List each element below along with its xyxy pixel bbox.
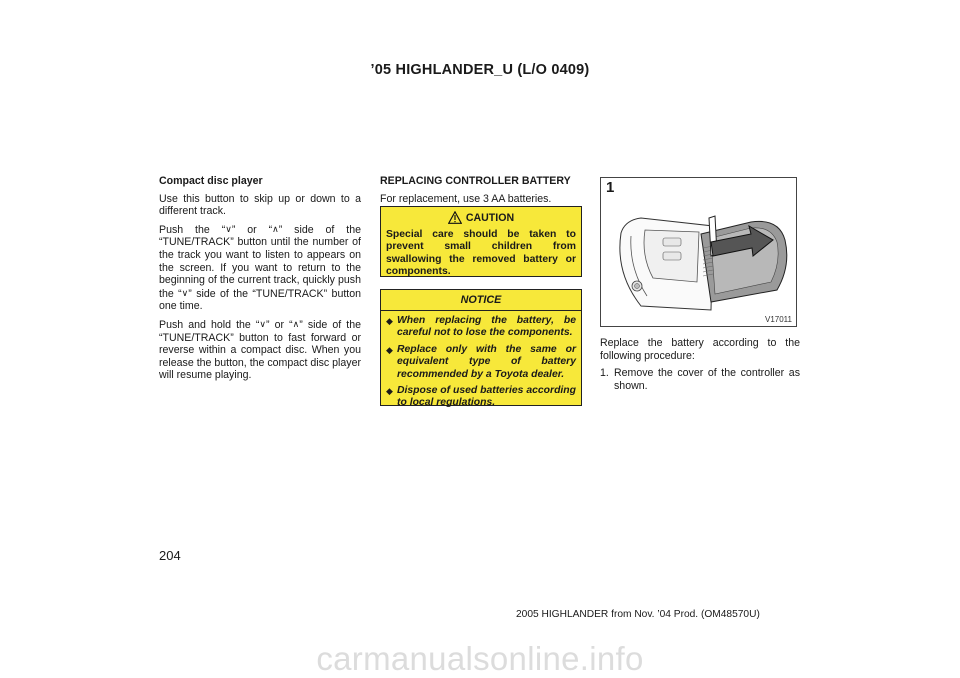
diamond-bullet-icon: ◆ [386, 316, 393, 326]
section-heading-cd-player: Compact disc player [159, 175, 263, 187]
notice-title: NOTICE [381, 294, 581, 311]
down-chevron-symbol: ∨ [181, 287, 189, 298]
step-text: Remove the cover of the controller as shown. [614, 367, 800, 392]
remote-controller-drawing [601, 178, 796, 326]
up-chevron-symbol: ∧ [292, 318, 300, 329]
paragraph-aa-batteries: For replacement, use 3 AA batteries. [380, 192, 552, 205]
down-chevron-symbol: ∨ [259, 318, 266, 329]
notice-item: ◆ Replace only with the same or equivalent type of battery recommended by a Toyota dealer. [386, 343, 576, 380]
notice-list [381, 315, 581, 410]
battery-cover-illustration [600, 177, 797, 327]
notice-box [380, 289, 582, 409]
paragraph-procedure: Replace the battery according to the following procedure: [600, 337, 800, 362]
paragraph-skip: Use this button to skip up or down to a different track. [159, 192, 361, 218]
caution-box [380, 206, 582, 277]
diamond-bullet-icon: ◆ [386, 386, 393, 397]
document-header: ’05 HIGHLANDER_U (L/O 0409) [370, 62, 590, 78]
step-1 [600, 367, 800, 392]
diamond-bullet-icon: ◆ [386, 344, 393, 355]
caution-title: CAUTION [381, 211, 581, 229]
up-chevron-symbol: ∧ [272, 223, 279, 234]
middle-column [380, 175, 582, 210]
step-number: 1. [600, 367, 609, 380]
notice-item: ◆ When replacing the battery, be careful not to lose the components. [386, 315, 576, 339]
left-column [159, 175, 361, 387]
caution-text: Special care should be taken to prevent small children from swallowing the removed battery or components. [386, 229, 576, 278]
right-column [600, 337, 800, 397]
paragraph-push-hold: Push and hold the “∨” or “∧” side of the “TUNE/TRACK” button to fast forward or reverse within a compact disc. When you release the button, the compact disc player will resume playing. [159, 318, 361, 382]
watermark: carmanualsonline.info [316, 640, 644, 677]
figure-number: 1 [606, 179, 615, 196]
page-number: 204 [159, 548, 181, 563]
paragraph-push: Push the “∨” or “∧” side of the “TUNE/TRACK” button until the number of the track you want to listen to appears on the screen. If you want to return to the beginning of the current track, quickly push the “∨” side of the “TUNE/TRACK” button one time. [159, 223, 362, 313]
down-chevron-symbol: ∨ [225, 223, 232, 234]
warning-triangle-icon [448, 211, 462, 224]
document-footer: 2005 HIGHLANDER from Nov. ’04 Prod. (OM48570U) [516, 609, 760, 620]
section-heading-battery: REPLACING CONTROLLER BATTERY [380, 175, 571, 187]
notice-item: ◆ Dispose of used batteries according to local regulations. [386, 385, 576, 409]
figure-code: V17011 [765, 315, 792, 324]
